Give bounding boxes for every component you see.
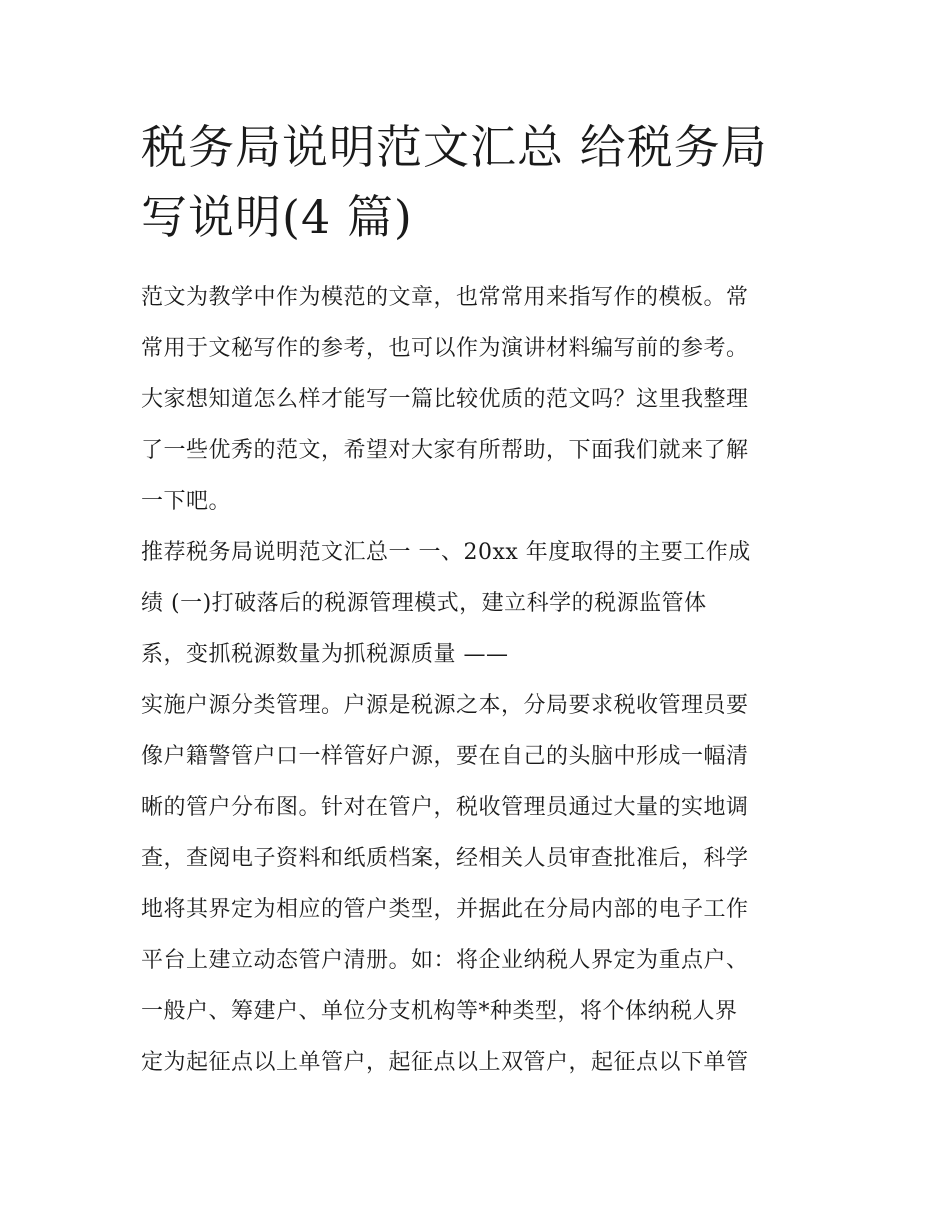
text-line: 大家想知道怎么样才能写一篇比较优质的范文吗？这里我整理 xyxy=(141,387,749,412)
text-line: 绩 (一)打破落后的税源管理模式，建立科学的税源监管体 xyxy=(141,591,707,616)
document-content xyxy=(141,112,821,1088)
text-line: 平台上建立动态管户清册。如：将企业纳税人界定为重点户、 xyxy=(141,948,749,973)
text-line: 定为起征点以上单管户，起征点以上双管户，起征点以下单管 xyxy=(141,1050,749,1075)
text-line: 晰的管户分布图。针对在管户，税收管理员通过大量的实地调 xyxy=(141,795,749,820)
text-line: 像户籍警管户口一样管好户源，要在自己的头脑中形成一幅清 xyxy=(141,744,749,769)
document-title xyxy=(141,112,821,252)
title-line: 税务局说明范文汇总 给税务局 xyxy=(141,120,768,174)
text-line: 实施户源分类管理。户源是税源之本，分局要求税收管理员要 xyxy=(141,693,749,718)
body-paragraph xyxy=(141,680,821,1088)
text-line: 一下吧。 xyxy=(141,489,232,514)
intro-paragraph xyxy=(141,272,821,527)
text-line: 常用于文秘写作的参考，也可以作为演讲材料编写前的参考。 xyxy=(141,336,749,361)
text-line: 查，查阅电子资料和纸质档案，经相关人员审查批准后，科学 xyxy=(141,846,749,871)
text-line: 推荐税务局说明范文汇总一 一、20xx 年度取得的主要工作成 xyxy=(141,540,751,565)
section-heading-paragraph xyxy=(141,527,821,680)
text-line: 一般户、筹建户、单位分支机构等*种类型，将个体纳税人界 xyxy=(141,999,738,1024)
title-line: 写说明(4 篇) xyxy=(141,190,413,244)
text-line: 了一些优秀的范文，希望对大家有所帮助，下面我们就来了解 xyxy=(141,438,749,463)
text-line: 系，变抓税源数量为抓税源质量 —— xyxy=(141,642,509,667)
text-line: 地将其界定为相应的管户类型，并据此在分局内部的电子工作 xyxy=(141,897,749,922)
text-line: 范文为教学中作为模范的文章，也常常用来指写作的模板。常 xyxy=(141,285,749,310)
